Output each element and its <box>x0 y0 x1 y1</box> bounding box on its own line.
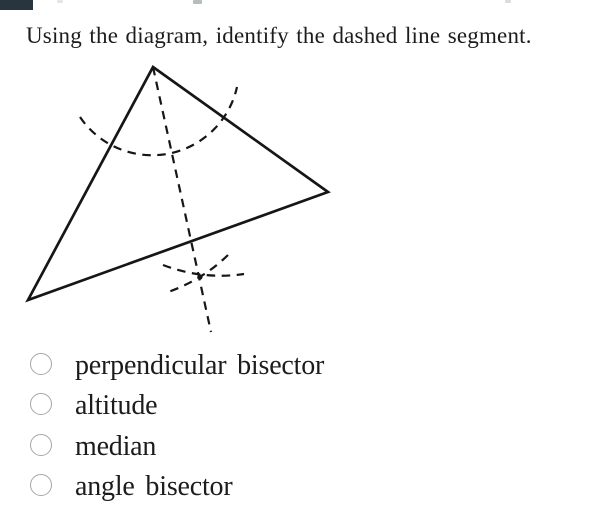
screen-artifact <box>505 0 511 3</box>
option-label[interactable]: median <box>75 431 157 462</box>
triangle-outline <box>28 67 328 300</box>
radio-button[interactable] <box>30 474 52 496</box>
crossing-construction-arc <box>165 255 228 293</box>
answer-option[interactable] <box>30 350 325 381</box>
screen-artifact <box>193 0 202 4</box>
arc-intersection-dot <box>197 274 202 279</box>
answer-option[interactable] <box>30 431 157 462</box>
screen-artifact <box>57 0 63 3</box>
crossing-construction-arc <box>163 265 244 276</box>
answer-option[interactable] <box>30 471 233 502</box>
option-label[interactable]: altitude <box>75 390 158 421</box>
vertex-construction-arc <box>80 87 237 155</box>
option-label[interactable]: perpendicular bisector <box>75 350 325 381</box>
window-corner-fragment <box>0 0 33 10</box>
answer-option[interactable] <box>30 390 158 421</box>
geometry-diagram <box>0 0 360 345</box>
radio-button[interactable] <box>30 353 52 375</box>
radio-button[interactable] <box>30 434 52 456</box>
question-text: Using the diagram, identify the dashed line segment. <box>26 23 532 48</box>
radio-button[interactable] <box>30 393 52 415</box>
option-label[interactable]: angle bisector <box>75 471 233 502</box>
dashed-bisector-line <box>153 67 211 332</box>
